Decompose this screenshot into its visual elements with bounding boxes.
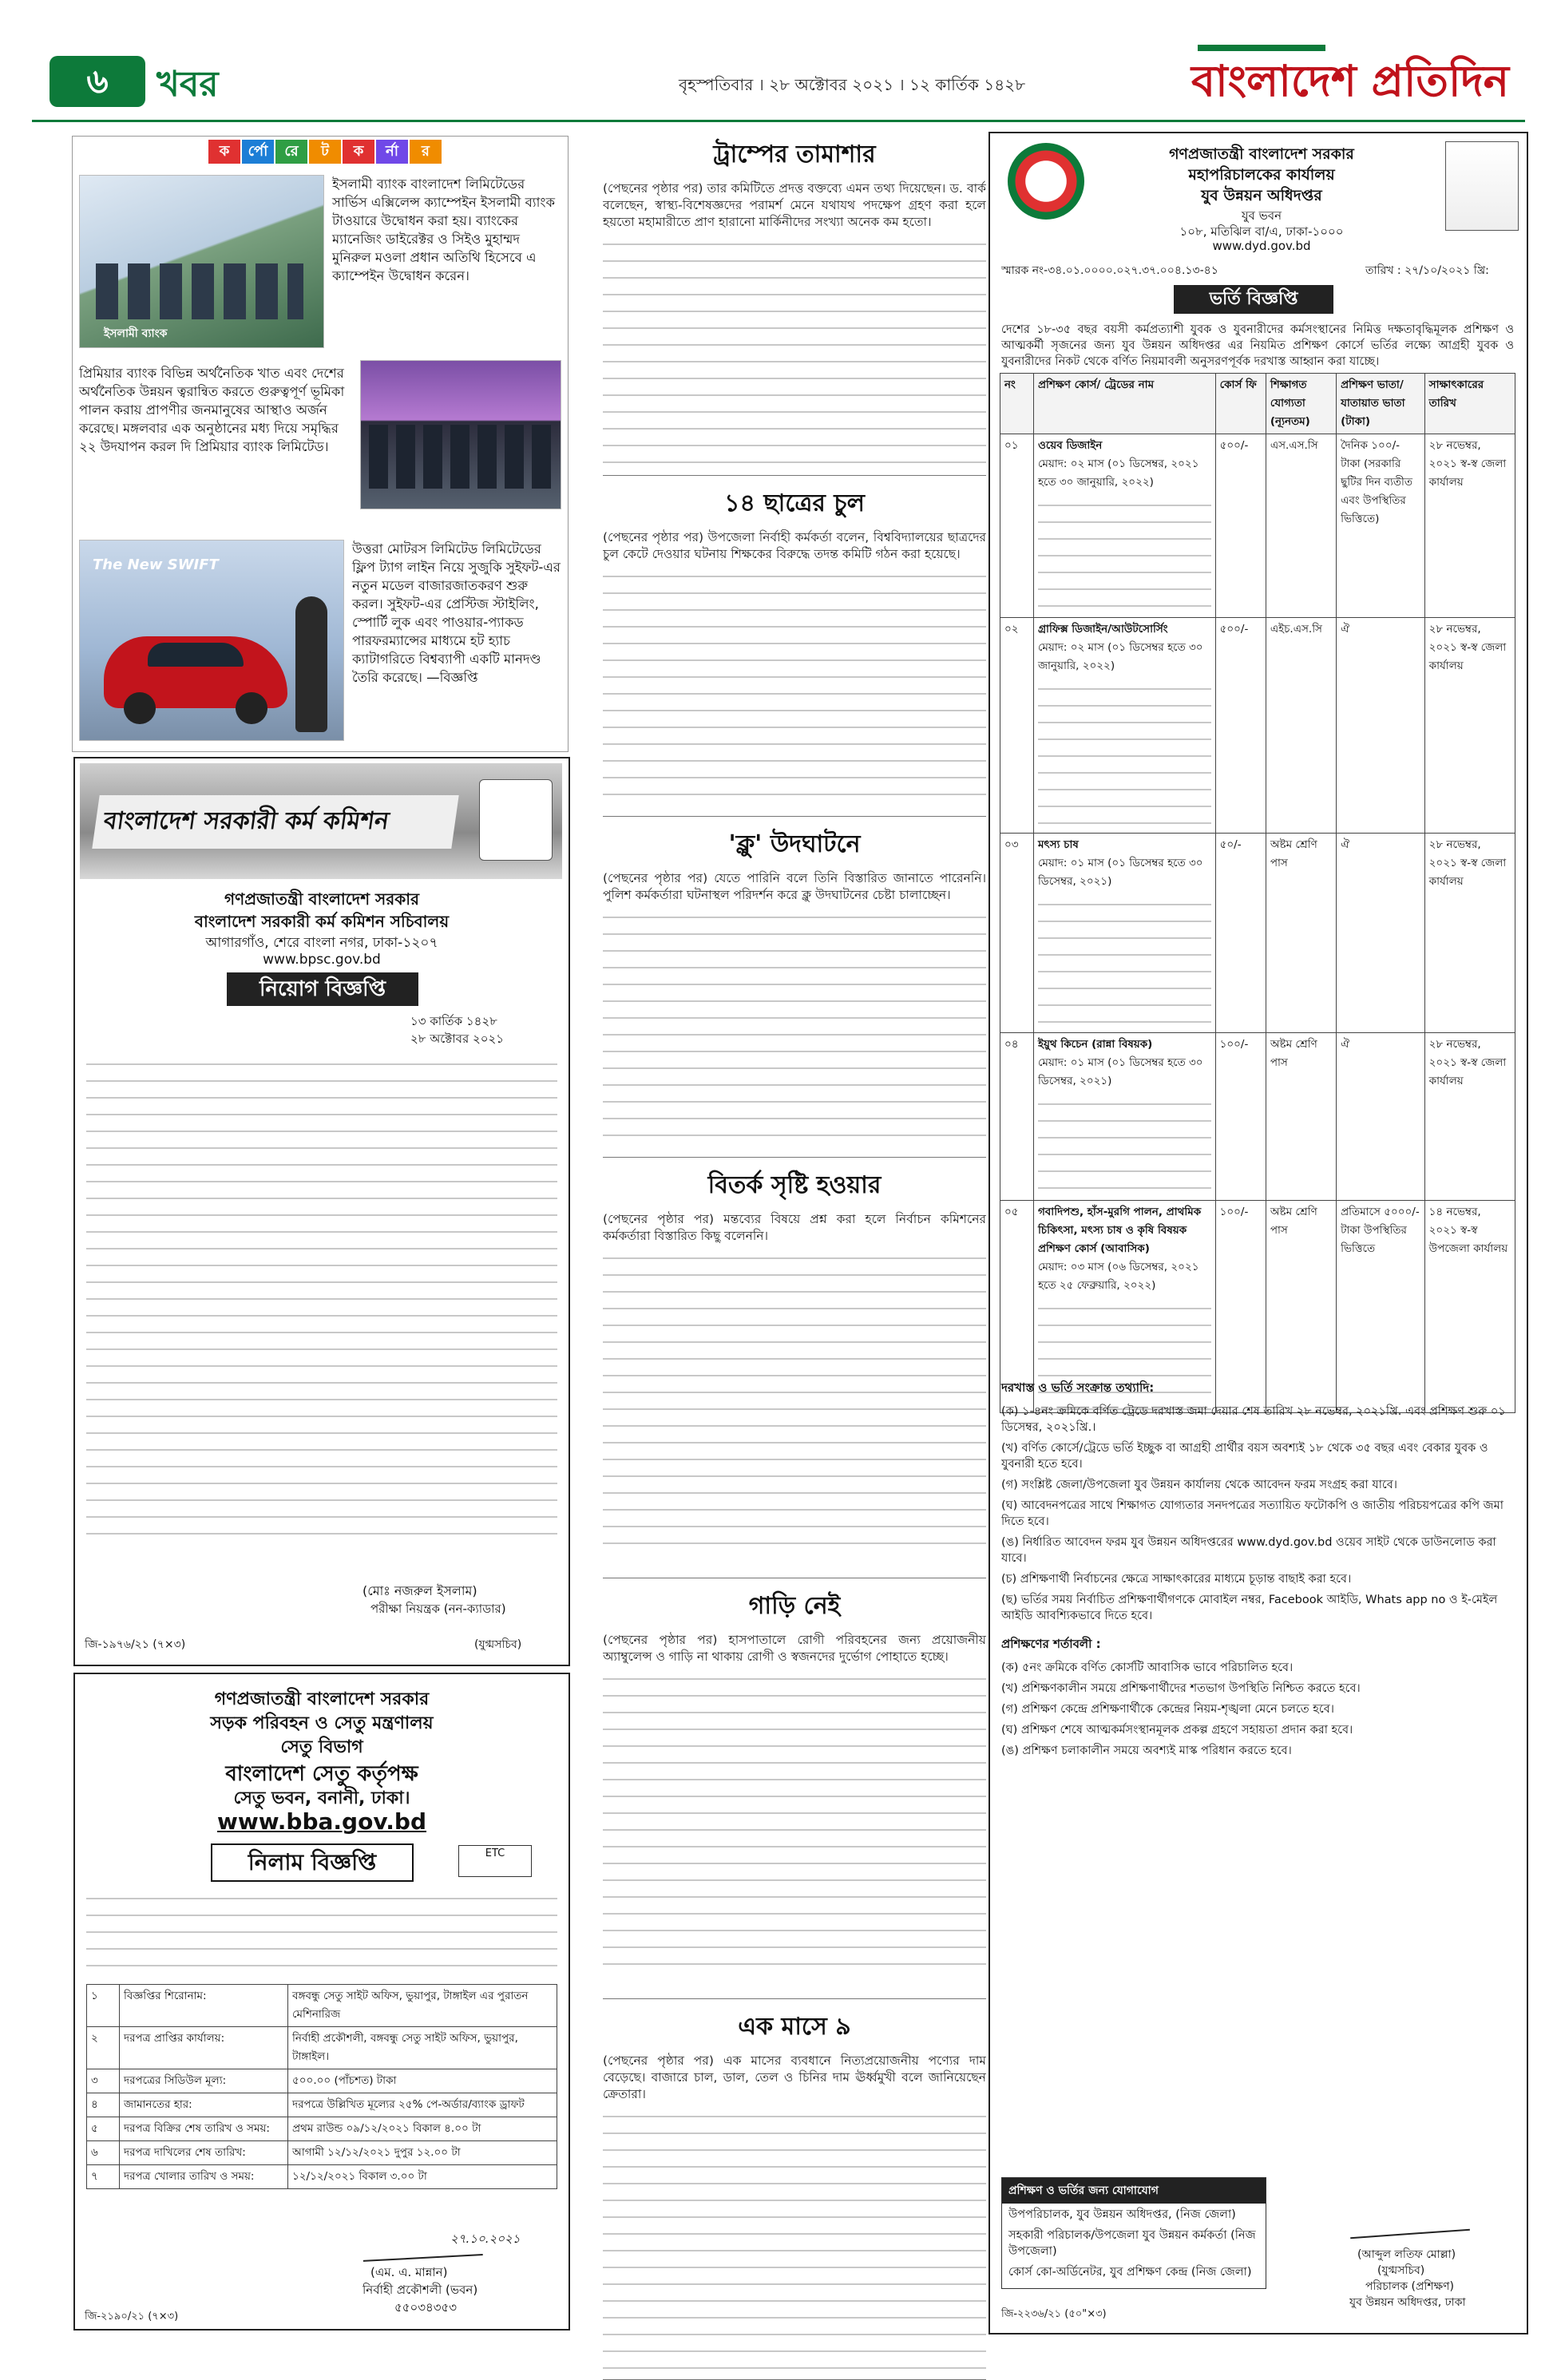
bpsc-signer: (মোঃ নজরুল ইসলাম) [363, 1583, 477, 1598]
dyd-course-allowance: প্রতিমাসে ৫০০০/- টাকা উপস্থিতির ভিত্তিতে [1337, 1201, 1425, 1413]
bba-table-wrap [86, 1984, 557, 2189]
news-headline[interactable]: গাড়ি নেই [748, 1592, 841, 1620]
dyd-course-no: ০১ [1000, 434, 1034, 618]
dyd-condition-item: (ক) ৫নং ক্রমিকে বর্ণিত কোর্সটি আবাসিক ভাবে পরিচালিত হবে। [1001, 1661, 1294, 1674]
mujib-100-logo [1445, 141, 1519, 231]
heading-letter: র [410, 140, 442, 164]
bba-web[interactable]: www.bba.gov.bd [216, 1808, 427, 1835]
header-rule [32, 120, 1525, 122]
bba-table-row [87, 2069, 557, 2093]
dyd-course-centers [1038, 495, 1211, 615]
dyd-condition-item: (ঙ) প্রশিক্ষণ চলাকালীন সময়ে অবশ্যই মাস্ক পরিধান করতে হবে। [1001, 1744, 1292, 1757]
dyd-course-edu: অষ্টম শ্রেণি পাস [1266, 834, 1336, 1033]
dyd-course-fee: ১০০/- [1215, 1033, 1266, 1201]
bba-sign-date: ২৭.১০.২০২১ [450, 2231, 521, 2246]
dyd-rule-item: (ঙ) নির্ধারিত আবেদন ফরম যুব উন্নয়ন অধিদপ্তরের www.dyd.gov.bd ওয়েব সাইট থেকে ডাউনলোড করা যাবে। [1001, 1536, 1496, 1565]
news-column [603, 132, 986, 2335]
premier-bank-photo [360, 360, 561, 509]
dyd-courses-table [1000, 373, 1515, 1413]
dyd-course-duration: মেয়াদ: ০৩ মাস (০৬ ডিসেম্বর, ২০২১ হতে ২৫ ফেব্রুয়ারি, ২০২২) [1037, 1261, 1199, 1292]
bba-auction-advertisement [73, 1673, 570, 2330]
corporate-item-2: প্রিমিয়ার ব্যাংক বিভিন্ন অর্থনৈতিক খাত এবং দেশের অর্থনৈতিক উন্নয়ন ত্বরান্বিত করতে গুরুত্বপূর্ণ ভূমিকা পালন করায় প্রাপণীর জনমানুষের আস্থাও অর্জন করেছে। মঙ্গলবার এক অনুষ্ঠানের মধ্য দিয়ে সমৃদ্ধির ২২ উদযাপন করল দি প্রিমিয়ার ব্যাংক লিমিটেড। [79, 366, 345, 454]
news-body-lines [603, 234, 986, 473]
person-silhouette [295, 596, 327, 732]
dyd-course-name: মৎস্য চাষ [1037, 838, 1079, 851]
dyd-course-no: ০৫ [1000, 1201, 1034, 1413]
dyd-course-name: গবাদিপশু, হাঁস-মুরগি পালন, প্রাথমিক চিকিৎসা, মৎস্য চাষ ও কৃষি বিষয়ক প্রশিক্ষণ কোর্স (আবাসিক) [1037, 1206, 1202, 1255]
bba-title: নিলাম বিজ্ঞপ্তি [211, 1843, 414, 1882]
dyd-course-fee: ৫০০/- [1215, 434, 1266, 618]
news-headline[interactable]: ট্রাম্পের তামাশার [713, 141, 876, 168]
bba-table-cell: প্রথম রাউন্ড ০৯/১২/২০২১ বিকাল ৪.০০ টা [288, 2117, 557, 2141]
dyd-table-header: প্রশিক্ষণ কোর্স/ ট্রেডের নাম [1033, 374, 1215, 434]
bba-table-cell: ৩ [87, 2069, 120, 2093]
dyd-footer-code: জি-২২৩৬/২১ (৫০"×৩) [1001, 2308, 1107, 2320]
bba-table-cell: ৭ [87, 2165, 120, 2189]
news-lead: (পেছনের পৃষ্ঠার পর) এক মাসের ব্যবধানে নিত্যপ্রয়োজনীয় পণ্যের দাম বেড়েছে। বাজারে চাল, ডাল, তেল ও চিনির দাম ঊর্ধ্বমুখী বলে জানিয়েছেন ক্রেতারা। [603, 2053, 986, 2101]
dyd-course-allowance: ঐ [1337, 1033, 1425, 1201]
news-body-lines [603, 2106, 986, 2378]
news-lead: (পেছনের পৃষ্ঠার পর) যেতে পারিনি বলে তিনি বিস্তারিত জানাতে পারেননি। পুলিশ কর্মকর্তারা ঘটনাস্থল পরিদর্শন করে ক্লু উদঘাটনের চেষ্টা চালাচ্ছেন। [603, 871, 986, 902]
bpsc-address: আগারগাঁও, শেরে বাংলা নগর, ঢাকা-১২০৭ [205, 935, 438, 951]
news-article [603, 822, 986, 1158]
dyd-table-header: কোর্স ফি [1215, 374, 1266, 434]
dyd-address: ১০৮, মতিঝিল বা/এ, ঢাকা-১০০০ [1179, 224, 1344, 239]
bba-table-cell: নির্বাহী প্রকৌশলী, বঙ্গবন্ধু সেতু সাইট অফিস, ভুয়াপুর, টাঙ্গাইল। [288, 2027, 557, 2069]
car-window [148, 643, 244, 667]
dyd-course-row [1000, 618, 1515, 834]
dyd-signer-title-1: (যুগ্মসচিব) [1377, 2264, 1425, 2277]
dyd-course-name: ইয়ুথ কিচেন (রান্না বিষয়ক) [1037, 1038, 1153, 1051]
bba-signer-title: নির্বাহী প্রকৌশলী (ভবন) [363, 2283, 478, 2297]
dyd-table-header: শিক্ষাগত যোগ্যতা (ন্যূনতম) [1266, 374, 1336, 434]
bba-table-cell: দরপত্র দাখিলের শেষ তারিখ: [120, 2141, 288, 2165]
mujib-logo [479, 779, 553, 861]
news-headline[interactable]: ১৪ ছাত্রের চুল [724, 489, 865, 517]
heading-letter: র্পো [242, 140, 274, 164]
dyd-contact-item: উপপরিচালক, যুব উন্নয়ন অধিদপ্তর, (নিজ জেলা) [1008, 2208, 1236, 2221]
corporate-corner [72, 136, 569, 752]
bba-footer-code: জি-২১৯০/২১ (৭×৩) [85, 2311, 179, 2323]
heading-letter: ক [208, 140, 240, 164]
news-body-lines [603, 566, 986, 798]
dyd-course-date: ২৮ নভেম্বর, ২০২১ স্ব-স্ব জেলা কার্যালয় [1424, 434, 1515, 618]
dyd-intro: দেশের ১৮-৩৫ বছর বয়সী কর্মপ্রত্যাশী যুবক ও যুবনারীদের কর্মসংস্থানের নিমিত্ত দক্ষতাবৃদ্ধিমূলক প্রশিক্ষণ ও আত্মকর্মী সৃজনের জন্য যুব উন্নয়ন অধিদপ্তর এর নিয়মিত প্রশিক্ষণ কোর্সে ভর্তির লক্ষ্যে আগ্রহী যুবক ও যুবনারীদের নিকট থেকে বর্ণিত নিয়মাবলী অনুসরণপূর্বক দরখাস্ত আহ্বান করা যাচ্ছে। [1001, 323, 1514, 368]
bba-phone: ৫৫০৩৪৩৫৩ [394, 2300, 457, 2315]
masthead[interactable]: বাংলাদেশ প্রতিদিন [1191, 55, 1509, 106]
suzuki-swift-photo [79, 540, 344, 741]
dyd-table-header: সাক্ষাৎকারের তারিখ [1424, 374, 1515, 434]
car-wheel [236, 692, 267, 724]
dyd-title: ভর্তি বিজ্ঞপ্তি [1174, 285, 1333, 314]
dyd-org2: মহাপরিচালকের কার্যালয় [1188, 166, 1335, 184]
car-caption: The New SWIFT [93, 556, 219, 573]
bpsc-footer-right: (যুগ্মসচিব) [474, 1638, 522, 1651]
dateline: বৃহস্পতিবার । ২৮ অক্টোবর ২০২১ । ১২ কার্তিক ১৪২৮ [679, 75, 1026, 94]
bba-table-cell: বঙ্গবন্ধু সেতু সাইট অফিস, ভুয়াপুর, টাঙ্গাইল এর পুরাতন মেশিনারিজ [288, 1985, 557, 2027]
news-article [603, 481, 986, 817]
news-body-lines [603, 907, 986, 1139]
bba-table-cell: ১ [87, 1985, 120, 2027]
bba-table-cell: বিজ্ঞপ্তির শিরোনাম: [120, 1985, 288, 2027]
bba-intro [86, 1888, 557, 1976]
bpsc-banner-text: বাংলাদেশ সরকারী কর্ম কমিশন [92, 795, 458, 849]
bba-table-row [87, 2141, 557, 2165]
bpsc-signer-title: পরীক্ষা নিয়ন্ত্রক (নন-ক্যাডার) [370, 1602, 506, 1616]
bpsc-body [86, 1054, 557, 1541]
dyd-course-details [1033, 1033, 1215, 1201]
dyd-course-centers [1038, 1094, 1211, 1198]
dyd-course-centers [1038, 894, 1211, 1030]
etc-stamp: ETC [458, 1845, 532, 1877]
dyd-condition-item: (ঘ) প্রশিক্ষণ শেষে আত্মকর্মসংস্থানমূলক প্রকল্প গ্রহণে সহায়তা প্রদান করা হবে। [1001, 1724, 1353, 1736]
dyd-rules-section [1001, 1379, 1514, 1764]
bba-table-cell: ৬ [87, 2141, 120, 2165]
dyd-course-fee: ১০০/- [1215, 1201, 1266, 1413]
news-headline[interactable]: এক মাসে ৯ [738, 2013, 851, 2041]
dyd-course-allowance: ঐ [1337, 834, 1425, 1033]
dyd-course-date: ২৮ নভেম্বর, ২০২১ স্ব-স্ব জেলা কার্যালয় [1424, 1033, 1515, 1201]
news-lead: (পেছনের পৃষ্ঠার পর) তার কমিটিতে প্রদত্ত বক্তব্যে এমন তথ্য দিয়েছেন। ড. বার্ক বলেছেন, স্বাস্থ্য-বিশেষজ্ঞদের পরামর্শ মেনে যথাযথ পদক্ষেপ গ্রহণ করা হলে হয়তো মহামারীতে প্রাণ হারানো মার্কিনীদের সংখ্যা অনেক কম হতো। [603, 181, 986, 229]
dyd-course-no: ০৪ [1000, 1033, 1034, 1201]
bba-table [86, 1984, 557, 2189]
bba-table-row [87, 2117, 557, 2141]
dyd-course-no: ০৩ [1000, 834, 1034, 1033]
bba-table-cell: দরপত্র খোলার তারিখ ও সময়: [120, 2165, 288, 2189]
news-body-lines [603, 1669, 986, 1980]
dyd-rule-item: (খ) বর্ণিত কোর্সে/ট্রেডে ভর্তি ইচ্ছুক বা আগ্রহী প্রার্থীর বয়স অবশ্যই ১৮ থেকে ৩৫ বছর এবং বেকার যুবক ও যুবনারী হতে হবে। [1001, 1442, 1488, 1471]
dyd-course-no: ০২ [1000, 618, 1034, 834]
bba-table-row [87, 2027, 557, 2069]
bba-table-row [87, 1985, 557, 2027]
heading-letter: ক [343, 140, 374, 164]
dyd-course-centers [1038, 679, 1211, 830]
dyd-signer-title-3: যুব উন্নয়ন অধিদপ্তর, ঢাকা [1349, 2296, 1466, 2309]
dyd-contact-box [1001, 2177, 1266, 2289]
bba-table-cell: ৫০০.০০ (পাঁচশত) টাকা [288, 2069, 557, 2093]
heading-letter: র্না [376, 140, 408, 164]
dyd-org1: গণপ্রজাতন্ত্রী বাংলাদেশ সরকার [1169, 145, 1354, 163]
dyd-course-details [1033, 834, 1215, 1033]
dyd-memo: স্মারক নং-৩৪.০১.০০০০.০২৭.৩৭.০০৪.১৩-৪১ [1001, 264, 1218, 277]
bba-org2: সড়ক পরিবহন ও সেতু মন্ত্রণালয় [210, 1713, 434, 1733]
dyd-contact-heading: প্রশিক্ষণ ও ভর্তির জন্য যোগাযোগ [1002, 2178, 1266, 2204]
dyd-course-duration: মেয়াদ: ০২ মাস (০১ ডিসেম্বর হতে ৩০ জানুয়ারি, ২০২২) [1037, 641, 1203, 672]
news-headline[interactable]: বিতর্ক সৃষ্টি হওয়ার [707, 1171, 882, 1199]
bba-table-cell: জামানতের হার: [120, 2093, 288, 2117]
section-name: খবর [156, 64, 219, 105]
bpsc-banner-image [80, 763, 562, 879]
bba-table-row [87, 2165, 557, 2189]
news-article [603, 2004, 986, 2380]
page-header [0, 0, 1557, 128]
dyd-course-row [1000, 434, 1515, 618]
dyd-course-details [1033, 618, 1215, 834]
bpsc-advertisement [73, 757, 570, 1666]
bba-table-cell: ১২/১২/২০২১ বিকাল ৩.০০ টা [288, 2165, 557, 2189]
dyd-course-edu: এইচ.এস.সি [1266, 618, 1336, 834]
bba-table-cell: দরপত্র প্রাপ্তির কার্যালয়: [120, 2027, 288, 2069]
people-shapes [369, 425, 553, 489]
dyd-course-row [1000, 1033, 1515, 1201]
bpsc-footer-code: জি-১৯৭৬/২১ (৭×৩) [85, 1638, 186, 1651]
dyd-course-row [1000, 834, 1515, 1033]
dyd-rule-item: (চ) প্রশিক্ষণার্থী নির্বাচনের ক্ষেত্রে সাক্ষাৎকারের মাধ্যমে চূড়ান্ত বাছাই করা হবে। [1001, 1573, 1352, 1586]
dyd-signer-title-2: পরিচালক (প্রশিক্ষণ) [1365, 2280, 1454, 2293]
dyd-course-date: ২৮ নভেম্বর, ২০২১ স্ব-স্ব জেলা কার্যালয় [1424, 834, 1515, 1033]
dyd-org4: যুব ভবন [1241, 208, 1282, 223]
dyd-course-fee: ৫০০/- [1215, 618, 1266, 834]
bba-table-cell: ২ [87, 2027, 120, 2069]
dyd-date: তারিখ : ২৭/১০/২০২১ খ্রি: [1365, 264, 1489, 277]
dyd-course-date: ২৮ নভেম্বর, ২০২১ স্ব-স্ব জেলা কার্যালয় [1424, 618, 1515, 834]
dyd-course-name: গ্রাফিক্স ডিজাইন/আউটসোর্সিং [1037, 623, 1168, 636]
dyd-table-header: নং [1000, 374, 1034, 434]
dyd-course-edu: অষ্টম শ্রেণি পাস [1266, 1033, 1336, 1201]
bpsc-org1: গণপ্রজাতন্ত্রী বাংলাদেশ সরকার [224, 889, 419, 909]
dyd-course-allowance: ঐ [1337, 618, 1425, 834]
dyd-contact-item: কোর্স কো-অর্ডিনেটর, যুব প্রশিক্ষণ কেন্দ্র (নিজ জেলা) [1008, 2266, 1252, 2279]
bba-org3: সেতু বিভাগ [280, 1737, 363, 1757]
news-article [603, 1583, 986, 1999]
corporate-item-3: উত্তরা মোটরস লিমিটেড লিমিটেডের ফ্লিপ ট্যাগ লাইন নিয়ে সুজুকি সুইফট-এর নতুন মডেল বাজারজাতকরণ শুরু করল। সুইফট-এর প্রেস্টিজ স্টাইলিং, স্পোর্টি লুক এবং পাওয়ার-প্যাকড পারফরম্যান্সের মাধ্যমে হট হ্যাচ ক্যাটাগরিতে বিশ্বব্যাপী একটি মানদণ্ড তৈরি করেছে। —বিজ্ঞপ্তি [352, 541, 561, 685]
bpsc-date-1: ১৩ কার্তিক ১৪২৮ [410, 1014, 497, 1028]
dyd-course-edu: অষ্টম শ্রেণি পাস [1266, 1201, 1336, 1413]
dyd-course-duration: মেয়াদ: ০২ মাস (০১ ডিসেম্বর, ২০২১ হতে ৩০ জানুয়ারি, ২০২২) [1037, 457, 1199, 489]
heading-letter: ট [309, 140, 341, 164]
dyd-course-name: ওয়েব ডিজাইন [1037, 439, 1103, 452]
news-body-lines [603, 1248, 986, 1559]
news-headline[interactable]: 'ক্লু' উদঘাটনে [728, 830, 861, 858]
page-number: ৬ [50, 56, 145, 107]
dyd-signature [1349, 2205, 1470, 2239]
islami-bank-photo [79, 175, 324, 348]
bba-signer: (এম. এ. মান্নান) [370, 2265, 448, 2279]
dyd-condition-item: (গ) প্রশিক্ষণ কেন্দ্রে প্রশিক্ষণার্থীকে কেন্দ্রের নিয়ম-শৃঙ্খলা মেনে চলতে হবে। [1001, 1703, 1334, 1716]
dyd-signer: (আব্দুল লতিফ মোল্লা) [1357, 2248, 1456, 2261]
bpsc-title: নিয়োগ বিজ্ঞপ্তি [227, 972, 418, 1006]
dyd-org3: যুব উন্নয়ন অধিদপ্তর [1201, 187, 1322, 204]
dyd-web[interactable]: www.dyd.gov.bd [1212, 239, 1311, 253]
bba-table-cell: দরপত্রে উল্লিখিত মূল্যের ২৫% পে-অর্ডার/ব্যাংক ড্রাফট [288, 2093, 557, 2117]
dyd-course-duration: মেয়াদ: ০১ মাস (০১ ডিসেম্বর হতে ৩০ ডিসেম্বর, ২০২১) [1037, 857, 1203, 888]
news-lead: (পেছনের পৃষ্ঠার পর) উপজেলা নির্বাহী কর্মকর্তা বলেন, বিশ্ববিদ্যালয়ের ছাত্রদের চুল কেটে দেওয়ার ঘটনায় শিক্ষকের বিরুদ্ধে তদন্ত কমিটি গঠন করা হয়েছে। [603, 530, 986, 561]
dyd-course-details [1033, 434, 1215, 618]
news-lead: (পেছনের পৃষ্ঠার পর) মন্তব্যের বিষয়ে প্রশ্ন করা হলে নির্বাচন কমিশনের কর্মকর্তারা বিস্তারিত কিছু বলেননি। [603, 1212, 986, 1243]
bba-table-row [87, 2093, 557, 2117]
dyd-condition-item: (খ) প্রশিক্ষণকালীন সময়ে প্রশিক্ষণার্থীদের শতভাগ উপস্থিতি নিশ্চিত করতে হবে। [1001, 1682, 1361, 1695]
corporate-corner-heading [208, 140, 442, 164]
dyd-conditions-heading: প্রশিক্ষণের শর্তাবলী : [1001, 1637, 1101, 1651]
dyd-course-date: ১৪ নভেম্বর, ২০২১ স্ব-স্ব উপজেলা কার্যালয় [1424, 1201, 1515, 1413]
car-wheel [124, 692, 156, 724]
dyd-rule-item: (ক) ১-৪নং ক্রমিকে বর্ণিত ট্রেডে দরখাস্ত জমা দেয়ার শেষ তারিখ ২৮ নভেম্বর, ২০২১খ্রি. এবং প্রশিক্ষণ শুরু ০১ ডিসেম্বর, ২০২১খ্রি.। [1001, 1405, 1506, 1434]
news-article [603, 132, 986, 476]
bba-org4: বাংলাদেশ সেতু কর্তৃপক্ষ [225, 1762, 418, 1786]
bba-table-cell: ৫ [87, 2117, 120, 2141]
news-lead: (পেছনের পৃষ্ঠার পর) হাসপাতালে রোগী পরিবহনের জন্য প্রয়োজনীয় অ্যাম্বুলেন্স ও গাড়ি না থাকায় রোগী ও স্বজনদের দুর্ভোগ পোহাতে হচ্ছে। [603, 1633, 986, 1664]
bba-table-cell: আগামী ১২/১২/২০২১ দুপুর ১২.০০ টা [288, 2141, 557, 2165]
dyd-course-allowance: দৈনিক ১০০/- টাকা (সরকারি ছুটির দিন ব্যতীত এবং উপস্থিতির ভিত্তিতে) [1337, 434, 1425, 618]
bpsc-date-2: ২৮ অক্টোবর ২০২১ [410, 1032, 505, 1046]
bba-table-cell: দরপত্র বিক্রির শেষ তারিখ ও সময়: [120, 2117, 288, 2141]
dyd-logo [1008, 143, 1084, 220]
news-article [603, 1162, 986, 1578]
bba-org5: সেতু ভবন, বনানী, ঢাকা। [233, 1788, 410, 1808]
bpsc-web[interactable]: www.bpsc.gov.bd [263, 952, 381, 968]
dyd-courses-table-wrap [1000, 373, 1515, 1413]
people-shapes [96, 263, 303, 319]
bba-table-cell: দরপত্রের সিডিউল মূল্য: [120, 2069, 288, 2093]
dyd-rule-item: (ঘ) আবেদনপত্রের সাথে শিক্ষাগত যোগ্যতার সনদপত্রের সত্যায়িত ফটোকপি ও জাতীয় পরিচয়পত্রের কপি জমা দিতে হবে। [1001, 1499, 1504, 1528]
dyd-rule-item: (ছ) ভর্তির সময় নির্বাচিত প্রশিক্ষণার্থীগণকে মোবাইল নম্বর, Facebook আইডি, Whats app no ও ই-মেইল আইডি আবশ্যিকভাবে দিতে হবে। [1001, 1594, 1498, 1622]
corporate-item-1: ইসলামী ব্যাংক বাংলাদেশ লিমিটেডের সার্ভিস এক্সিলেন্স ক্যাম্পেইন ইসলামী ব্যাংক টাওয়ারে উদ্বোধন করা হয়। ব্যাংকের ম্যানেজিং ডাইরেক্টর ও সিইও মুহাম্মদ মুনিরুল মওলা প্রধান অতিথি হিসেবে এ ক্যাম্পেইন উদ্বোধন করেন। [332, 176, 556, 283]
dyd-rules-heading: দরখাস্ত ও ভর্তি সংক্রান্ত তথ্যাদি: [1001, 1380, 1155, 1395]
dyd-contact-item: সহকারী পরিচালক/উপজেলা যুব উন্নয়ন কর্মকর্তা (নিজ উপজেলা) [1008, 2229, 1256, 2258]
dyd-course-duration: মেয়াদ: ০১ মাস (০১ ডিসেম্বর হতে ৩০ ডিসেম্বর, ২০২১) [1037, 1056, 1203, 1087]
bba-table-cell: ৪ [87, 2093, 120, 2117]
bpsc-org2: বাংলাদেশ সরকারী কর্ম কমিশন সচিবালয় [194, 912, 450, 931]
heading-letter: রে [275, 140, 307, 164]
dyd-table-header: প্রশিক্ষণ ভাতা/যাতায়াত ভাতা (টাকা) [1337, 374, 1425, 434]
bba-org1: গণপ্রজাতন্ত্রী বাংলাদেশ সরকার [214, 1689, 430, 1709]
dyd-course-edu: এস.এস.সি [1266, 434, 1336, 618]
dyd-admission-advertisement [988, 132, 1528, 2334]
islami-bank-logo: ইসলামী ব্যাংক [104, 327, 168, 340]
dyd-course-fee: ৫০/- [1215, 834, 1266, 1033]
dyd-rule-item: (গ) সংশ্লিষ্ট জেলা/উপজেলা যুব উন্নয়ন কার্যালয় থেকে আবেদন ফরম সংগ্রহ করা যাবে। [1001, 1479, 1397, 1491]
